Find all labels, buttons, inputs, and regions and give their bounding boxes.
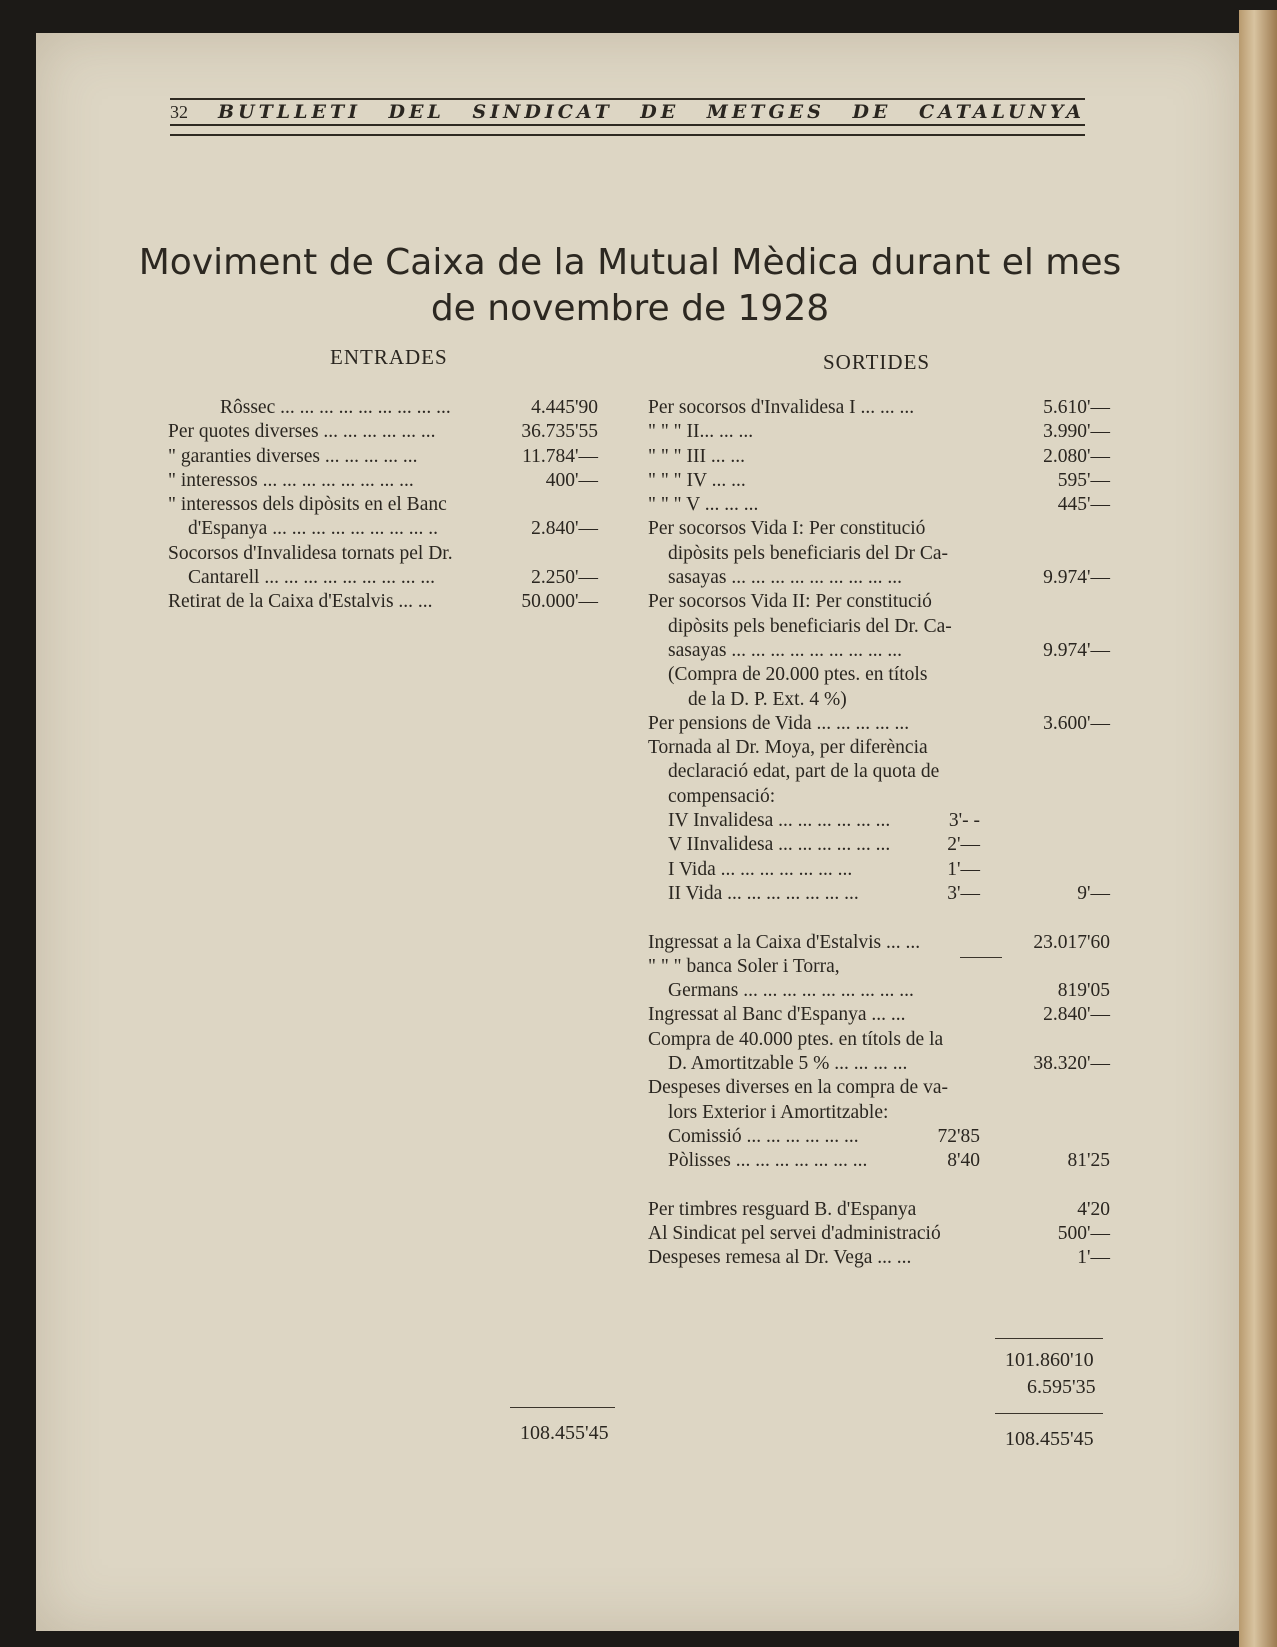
ledger-row-text: Per timbres resguard B. d'Espanya xyxy=(648,1198,917,1220)
entrades-total-rule xyxy=(510,1407,615,1408)
ledger-row-amount: 50.000'— xyxy=(521,591,598,613)
ledger-row-text: Cantarell ... ... ... ... ... ... ... ... ... xyxy=(188,567,435,589)
ledger-row xyxy=(648,785,1110,809)
ledger-row-text: Despeses remesa al Dr. Vega ... ... xyxy=(648,1247,912,1269)
ledger-row-text: Germans ... ... ... ... ... ... ... ... ... xyxy=(668,980,914,1002)
ledger-row-text: Tornada al Dr. Moya, per diferència xyxy=(648,737,928,759)
ledger-row-text: dipòsits pels beneficiaris del Dr. Ca- xyxy=(668,615,952,637)
ledger-row-amount: 400'— xyxy=(545,469,598,491)
ledger-row-text: sasayas ... ... ... ... ... ... ... ... ... xyxy=(668,639,902,661)
ledger-row-text: Despeses diverses en la compra de va- xyxy=(648,1077,948,1099)
ledger-row-text: Socorsos d'Invalidesa tornats pel Dr. xyxy=(168,542,453,564)
ledger-row-text: dipòsits pels beneficiaris del Dr Ca- xyxy=(668,542,948,564)
ledger-row-subamount: 72'85 xyxy=(937,1125,980,1147)
ledger-row-text: D. Amortitzable 5 % ... ... ... ... xyxy=(668,1053,908,1075)
entrades-total: 108.455'45 xyxy=(520,1422,609,1444)
ledger-row xyxy=(648,1125,1110,1149)
ledger-row xyxy=(648,809,1110,833)
ledger-row xyxy=(648,931,1110,955)
ledger-row-amount: 3.600'— xyxy=(1043,712,1110,734)
ledger-row-amount: 2.080'— xyxy=(1043,445,1110,467)
ledger-row xyxy=(648,1174,1110,1198)
ledger-row-text: Per socorsos Vida II: Per constitució xyxy=(648,591,932,613)
ledger-row-text: " " " III ... ... xyxy=(648,445,745,467)
sortides-balance: 6.595'35 xyxy=(1027,1376,1096,1398)
page-number: 32 xyxy=(170,101,188,122)
ledger-row xyxy=(648,445,1110,469)
journal-title-word: DE xyxy=(640,101,680,123)
journal-title-word: CATALUNYA xyxy=(918,101,1085,123)
ledger-row-text: Ingressat al Banc d'Espanya ... ... xyxy=(648,1004,906,1026)
ledger-row-text: compensació: xyxy=(668,785,776,807)
ledger-row-amount: 500'— xyxy=(1057,1223,1110,1245)
ledger-row xyxy=(648,688,1110,712)
ledger-row xyxy=(648,1198,1110,1222)
ledger-row-amount: 36.735'55 xyxy=(521,421,598,443)
sortides-subtotal: 101.860'10 xyxy=(1005,1349,1094,1371)
ledger-row-text: Comissió ... ... ... ... ... ... xyxy=(668,1125,859,1147)
ledger-row xyxy=(648,833,1110,857)
ledger-row-amount: 2.250'— xyxy=(531,567,598,589)
ledger-row-text: " " " V ... ... ... xyxy=(648,494,759,516)
ledger-row xyxy=(168,542,628,566)
ledger-row-subamount: 8'40 xyxy=(947,1150,980,1172)
ledger-row-text: lors Exterior i Amortitzable: xyxy=(668,1101,889,1123)
article-title xyxy=(130,240,1130,332)
ledger-row-text: declaració edat, part de la quota de xyxy=(668,761,940,783)
ledger-row-text: " " " II... ... ... xyxy=(648,421,754,443)
ledger-row-text: II Vida ... ... ... ... ... ... ... xyxy=(668,882,859,904)
ledger-row xyxy=(648,906,1110,930)
ledger-row-amount: 9.974'— xyxy=(1043,567,1110,589)
ledger-row-amount: 1'— xyxy=(1077,1247,1110,1269)
ledger-row xyxy=(648,1149,1110,1173)
sortides-total-rule xyxy=(995,1413,1103,1414)
entrades-heading: ENTRADES xyxy=(330,345,448,369)
ledger-row-text: Compra de 40.000 ptes. en títols de la xyxy=(648,1028,944,1050)
ledger-row-text: Al Sindicat pel servei d'administració xyxy=(648,1223,941,1245)
ledger-row xyxy=(648,1222,1110,1246)
ledger-row-subamount: 3'- - xyxy=(948,810,980,832)
ledger-row xyxy=(648,882,1110,906)
ledger-row-text: Pòlisses ... ... ... ... ... ... ... xyxy=(668,1150,868,1172)
ledger-row-text: I Vida ... ... ... ... ... ... ... xyxy=(668,858,853,880)
ledger-row xyxy=(648,566,1110,590)
ledger-row xyxy=(648,858,1110,882)
ledger-row xyxy=(648,736,1110,760)
ledger-row-amount: 11.784'— xyxy=(522,445,598,467)
ledger-row xyxy=(168,396,628,420)
journal-title-word: DEL xyxy=(388,101,445,123)
ledger-row-text: Ingressat a la Caixa d'Estalvis ... ... xyxy=(648,931,921,953)
journal-title-word: DE xyxy=(852,101,892,123)
ledger-row-text: de la D. P. Ext. 4 %) xyxy=(688,688,847,710)
ledger-row-amount: 4.445'90 xyxy=(531,397,598,418)
ledger-row-text: Rôssec ... ... ... ... ... ... ... ... ... xyxy=(220,397,451,418)
ledger-row xyxy=(648,639,1110,663)
ledger-row-subamount: 1'— xyxy=(947,858,980,880)
ledger-row-text: sasayas ... ... ... ... ... ... ... ... ... xyxy=(668,567,902,589)
ledger-row-amount: 9'— xyxy=(1077,882,1110,904)
ledger-row xyxy=(648,663,1110,687)
ledger-row-amount: 9.974'— xyxy=(1043,639,1110,661)
ledger-row xyxy=(648,1101,1110,1125)
page-edge xyxy=(1239,10,1277,1647)
ledger-row-text: d'Espanya ... ... ... ... ... ... ... ... .. xyxy=(188,518,438,540)
article-title-line2: de novembre de 1928 xyxy=(430,288,830,329)
ledger-row-subamount: 3'— xyxy=(947,882,980,904)
ledger-row xyxy=(648,590,1110,614)
article-title-line1: Moviment de Caixa de la Mutual Mèdica durant el mes xyxy=(138,242,1122,283)
header-rule-bottom xyxy=(170,134,1085,136)
ledger-row-amount: 23.017'60 xyxy=(1033,931,1110,953)
ledger-row xyxy=(648,615,1110,639)
ledger-row-text: " " " IV ... ... xyxy=(648,469,746,491)
ledger-row xyxy=(648,1028,1110,1052)
ledger-row-text: " " " banca Soler i Torra, xyxy=(648,955,840,977)
ledger-row-text: Retirat de la Caixa d'Estalvis ... ... xyxy=(168,591,433,613)
ledger-row-amount: 819'05 xyxy=(1057,980,1110,1002)
ledger-row-amount: 2.840'— xyxy=(531,518,598,540)
ledger-row xyxy=(648,396,1110,420)
ledger-row xyxy=(168,590,628,614)
compensacio-rule xyxy=(960,957,1002,958)
ledger-row-amount: 2.840'— xyxy=(1043,1004,1110,1026)
ledger-row xyxy=(648,712,1110,736)
ledger-row-text: (Compra de 20.000 ptes. en títols xyxy=(668,664,928,686)
ledger-row xyxy=(168,566,628,590)
journal-title-word: SINDICAT xyxy=(472,101,613,123)
ledger-row-text: V IInvalidesa ... ... ... ... ... ... xyxy=(668,834,891,856)
ledger-row xyxy=(648,420,1110,444)
journal-title xyxy=(218,101,1085,123)
ledger-row-subamount: 2'— xyxy=(947,834,980,856)
sortides-total: 108.455'45 xyxy=(1005,1428,1094,1450)
sortides-list xyxy=(648,396,1110,1271)
ledger-row-amount: 38.320'— xyxy=(1033,1053,1110,1075)
ledger-row-amount: 81'25 xyxy=(1067,1150,1110,1172)
ledger-row xyxy=(168,469,628,493)
ledger-row xyxy=(648,1076,1110,1100)
ledger-row-amount: 5.610'— xyxy=(1043,397,1110,418)
ledger-row xyxy=(648,1003,1110,1027)
entrades-list xyxy=(168,396,628,615)
ledger-row xyxy=(168,517,628,541)
journal-title-word: BUTLLETI xyxy=(218,101,361,123)
ledger-row xyxy=(648,542,1110,566)
ledger-row xyxy=(648,493,1110,517)
ledger-row-text: Per socorsos Vida I: Per constitució xyxy=(648,518,926,540)
ledger-row-text: " garanties diverses ... ... ... ... ... xyxy=(168,445,418,467)
ledger-row xyxy=(648,760,1110,784)
ledger-row-text: Per socorsos d'Invalidesa I ... ... ... xyxy=(648,397,915,418)
ledger-row xyxy=(168,445,628,469)
sortides-heading: SORTIDES xyxy=(823,350,931,374)
ledger-row-text: IV Invalidesa ... ... ... ... ... ... xyxy=(668,810,891,832)
ledger-row-text: " interessos dels dipòsits en el Banc xyxy=(168,494,447,516)
sortides-subtotal-rule xyxy=(995,1338,1103,1339)
ledger-row xyxy=(648,1246,1110,1270)
ledger-row-amount: 4'20 xyxy=(1077,1198,1110,1220)
ledger-row-amount: 595'— xyxy=(1057,469,1110,491)
ledger-row xyxy=(648,1052,1110,1076)
journal-title-word: METGES xyxy=(706,101,825,123)
ledger-row xyxy=(648,469,1110,493)
ledger-row xyxy=(168,420,628,444)
ledger-row-text: Per pensions de Vida ... ... ... ... ... xyxy=(648,712,910,734)
ledger-row xyxy=(648,955,1110,979)
running-header xyxy=(170,98,1085,136)
ledger-row-amount: 3.990'— xyxy=(1043,421,1110,443)
ledger-row xyxy=(168,493,628,517)
ledger-row xyxy=(648,517,1110,541)
ledger-row-text: Per quotes diverses ... ... ... ... ... ... xyxy=(168,421,436,443)
ledger-row-amount: 445'— xyxy=(1057,494,1110,516)
ledger-row xyxy=(648,979,1110,1003)
ledger-row-text: " interessos ... ... ... ... ... ... ... ... xyxy=(168,469,414,491)
